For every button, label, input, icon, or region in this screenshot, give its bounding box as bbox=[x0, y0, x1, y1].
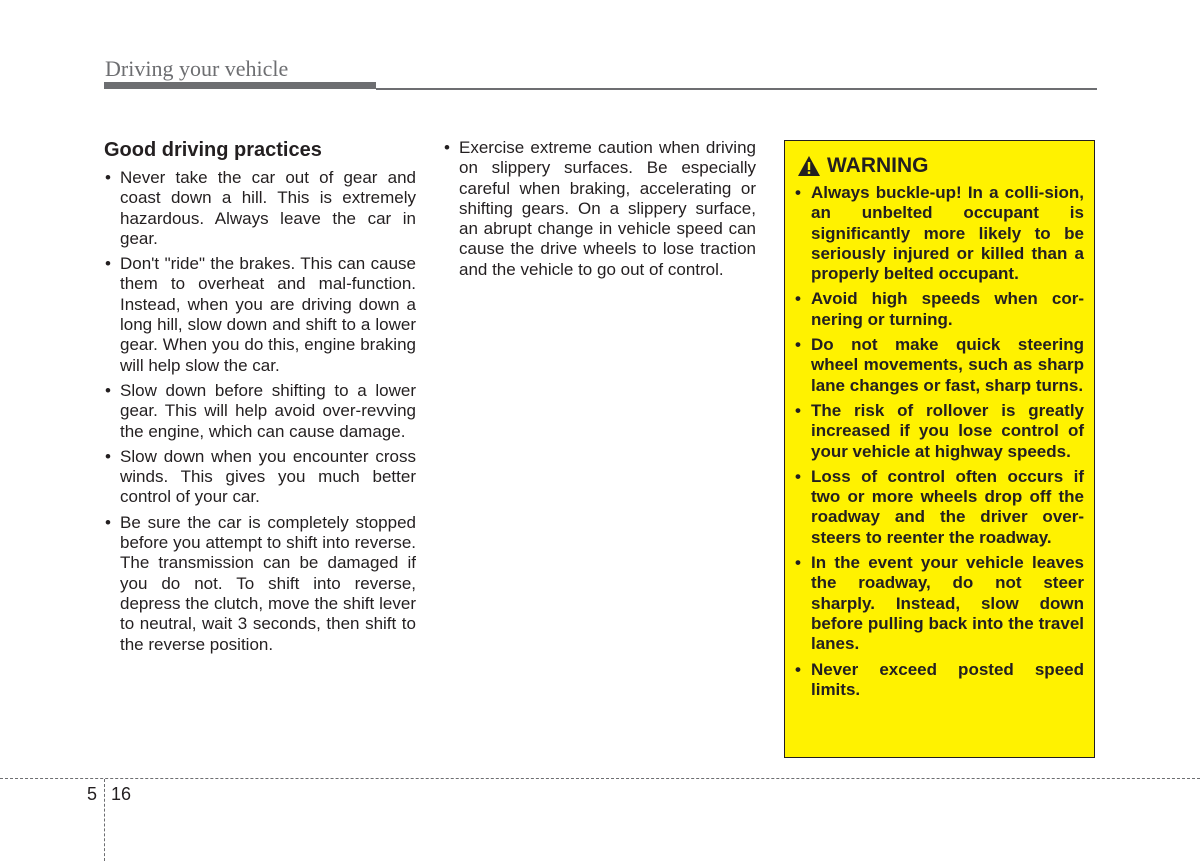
list-item: • Slow down when you encounter cross winds. This gives you much better control of your car. bbox=[104, 447, 416, 508]
footer-page-divider bbox=[104, 779, 105, 861]
warning-heading bbox=[797, 153, 1084, 179]
page-header-title: Driving your vehicle bbox=[105, 56, 289, 81]
driving-practices-list bbox=[104, 168, 416, 655]
warning-item: • Loss of control often occurs if two or more wheels drop off the roadway and the driver over-steers to reenter the roadway. bbox=[795, 467, 1084, 548]
warning-item: • In the event your vehicle leaves the roadway, do not steer sharply. Instead, slow down before pulling back into the travel lanes. bbox=[795, 553, 1084, 654]
section-heading: Good driving practices bbox=[104, 139, 322, 161]
list-item: • Never take the car out of gear and coast down a hill. This is extremely hazardous. Always leave the car in gear. bbox=[104, 168, 416, 249]
left-column bbox=[104, 138, 416, 660]
warning-list bbox=[795, 183, 1084, 700]
list-item: • Slow down before shifting to a lower gear. This will help avoid over-revving the engine, which can cause damage. bbox=[104, 381, 416, 442]
list-item: • Exercise extreme caution when driving on slippery surfaces. Be especially careful when braking, accelerating or shifting gears. On a slippery surface, an abrupt change in vehicle speed can cause the drive wheels to lose traction and the vehicle to go out of control. bbox=[443, 138, 756, 280]
list-item: • Be sure the car is completely stopped before you attempt to shift into reverse. The transmission can be damaged if you do not. To shift into reverse, depress the clutch, move the shift lever to neutral, wait 3 seconds, then shift to the reverse position. bbox=[104, 513, 416, 655]
warning-item: • The risk of rollover is greatly increased if you lose control of your vehicle at highway speeds. bbox=[795, 401, 1084, 462]
warning-item: • Always buckle-up! In a colli-sion, an unbelted occupant is significantly more likely to be seriously injured or killed than a properly belted occupant. bbox=[795, 183, 1084, 284]
chapter-number: 5 bbox=[87, 784, 98, 804]
warning-title: WARNING bbox=[827, 154, 929, 177]
warning-triangle-icon bbox=[797, 155, 821, 177]
footer-divider bbox=[0, 778, 1200, 779]
warning-box bbox=[784, 140, 1095, 758]
warning-item: • Avoid high speeds when cor-nering or turning. bbox=[795, 289, 1084, 330]
warning-item: • Do not make quick steering wheel movements, such as sharp lane changes or fast, sharp turns. bbox=[795, 335, 1084, 396]
list-item: • Don't "ride" the brakes. This can cause them to overheat and mal-function. Instead, when you are driving down a long hill, slow down and shift to a lower gear. When you do this, engine braking will help slow the car. bbox=[104, 254, 416, 376]
slippery-surfaces-list bbox=[443, 138, 756, 280]
header-rule-thin bbox=[376, 88, 1097, 90]
middle-column bbox=[443, 138, 756, 285]
header-rule-thick bbox=[104, 82, 376, 89]
page-number: 16 bbox=[111, 784, 132, 804]
warning-item: • Never exceed posted speed limits. bbox=[795, 660, 1084, 701]
